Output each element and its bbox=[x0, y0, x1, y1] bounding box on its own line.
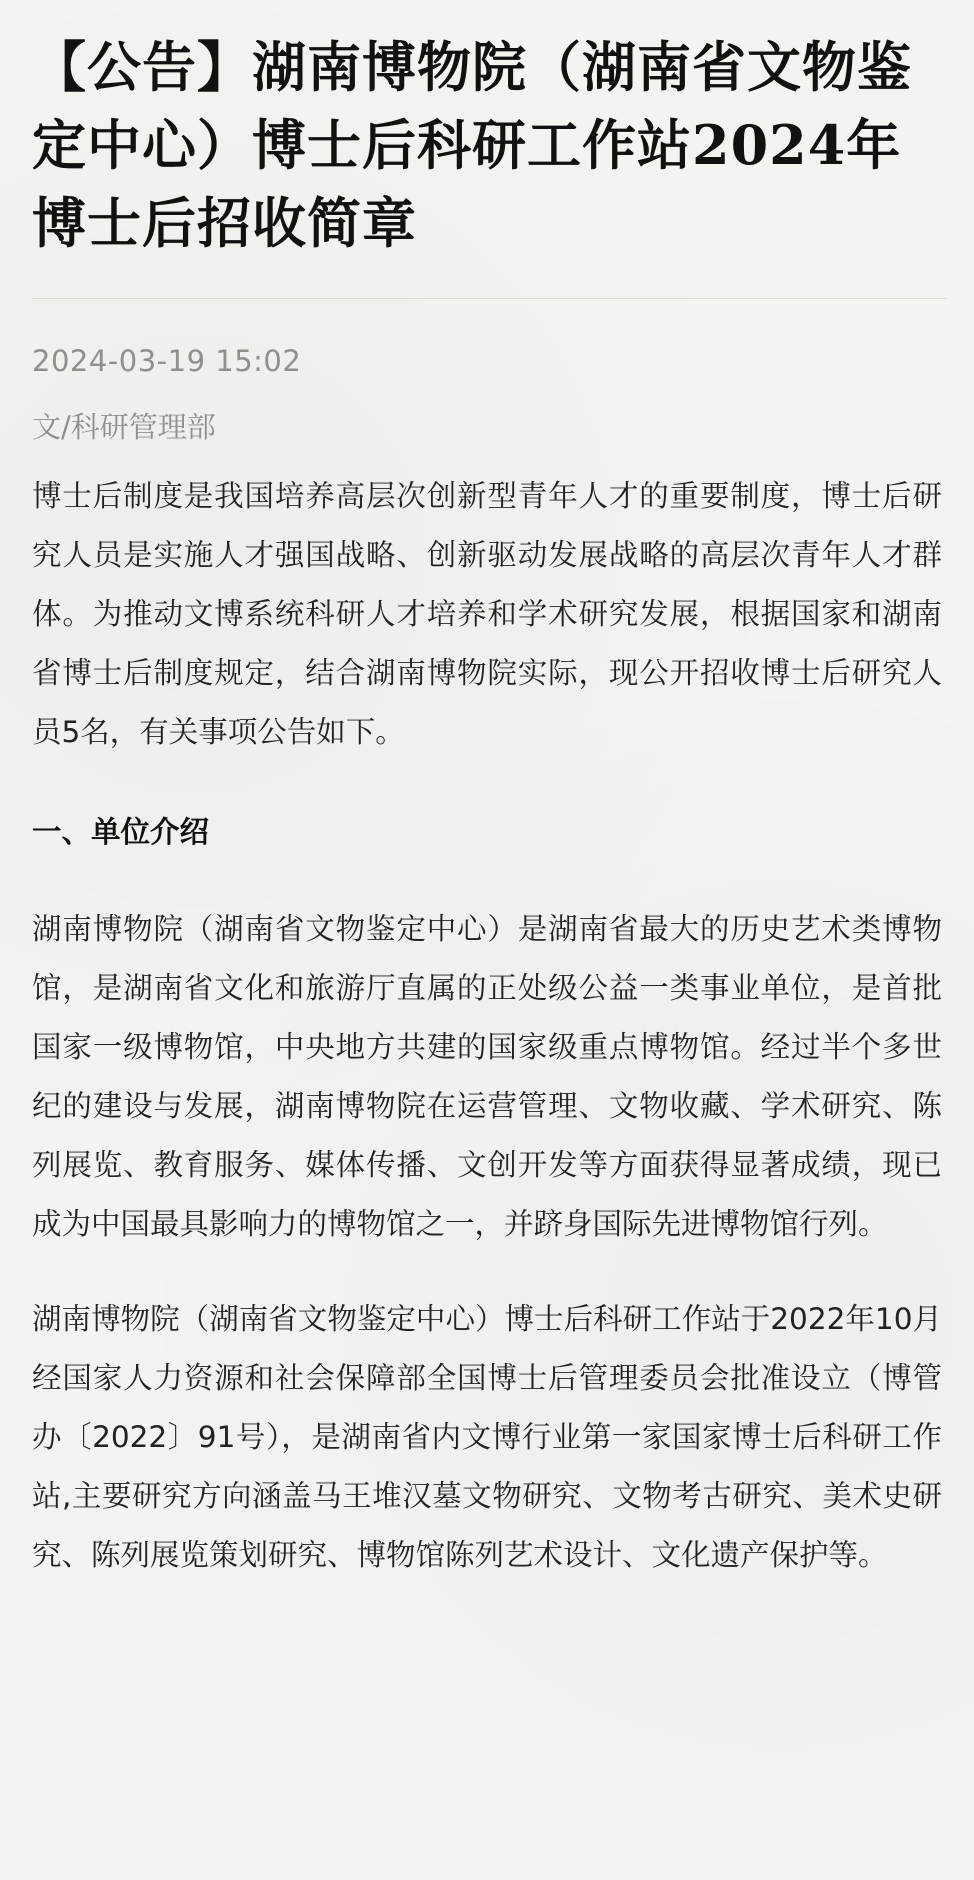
intro-paragraph: 博士后制度是我国培养高层次创新型青年人才的重要制度，博士后研究人员是实施人才强国战略、创新驱动发展战略的高层次青年人才群体。为推动文博系统科研人才培养和学术研究发展，根据国家和湖南省博士后制度规定，结合湖南博物院实际，现公开招收博士后研究人员5名，有关事项公告如下。 bbox=[32, 479, 942, 749]
title-divider bbox=[32, 298, 947, 299]
body-paragraph: 湖南博物院（湖南省文物鉴定中心）博士后科研工作站于2022年10月经国家人力资源和社会保障部全国博士后管理委员会批准设立（博管办〔2022〕91号），是湖南省内文博行业第一家国家博士后科研工作站,主要研究方向涵盖马王堆汉墓文物研究、文物考古研究、美术史研究、陈列展览策划研究、博物馆陈列艺术设计、文化遗产保护等。 bbox=[32, 1302, 942, 1572]
article-title: 【公告】湖南博物院（湖南省文物鉴定中心）博士后科研工作站2024年博士后招收简章 bbox=[32, 35, 912, 255]
body-paragraph: 湖南博物院（湖南省文物鉴定中心）是湖南省最大的历史艺术类博物馆，是湖南省文化和旅游厅直属的正处级公益一类事业单位，是首批国家一级博物馆，中央地方共建的国家级重点博物馆。经过半个多世纪的建设与发展，湖南博物院在运营管理、文物收藏、学术研究、陈列展览、教育服务、媒体传播、文创开发等方面获得显著成绩，现已成为中国最具影响力的博物馆之一，并跻身国际先进博物馆行列。 bbox=[32, 912, 942, 1241]
publish-time: 2024-03-19 15:02 bbox=[32, 344, 302, 378]
section-heading-unit-intro: 一、单位介绍 bbox=[32, 815, 210, 849]
author-line: 文/科研管理部 bbox=[32, 410, 216, 444]
